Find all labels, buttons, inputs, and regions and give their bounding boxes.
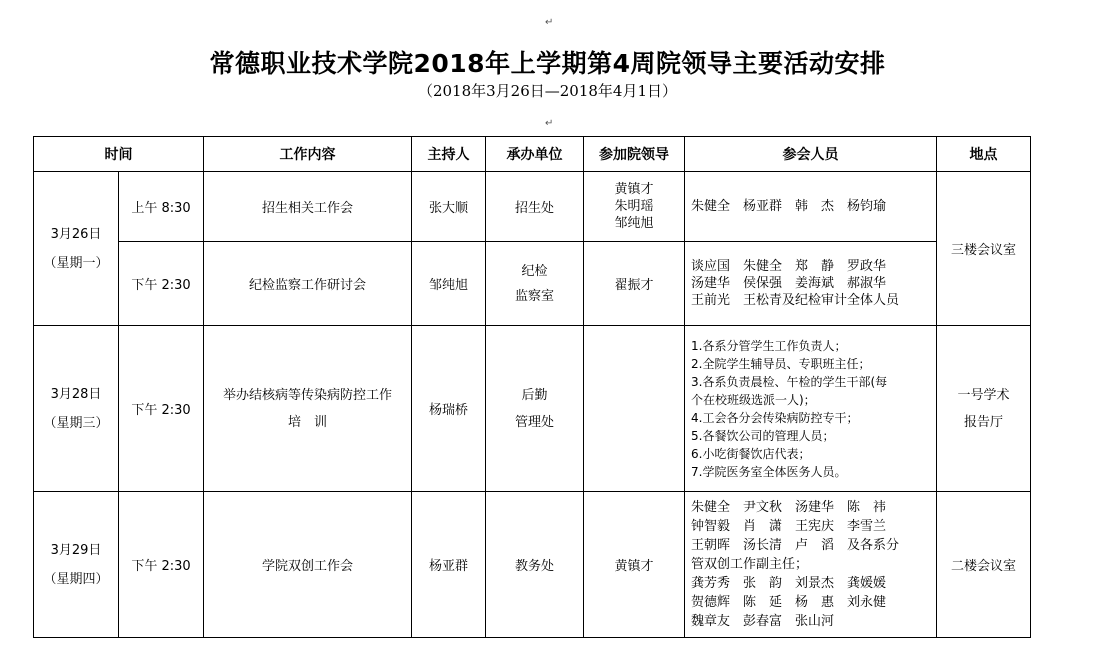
time-cell: 下午 2:30	[119, 326, 204, 492]
participant-line: 2.全院学生辅导员、专职班主任；	[691, 356, 871, 371]
date-text: 3月28日	[50, 386, 102, 402]
host-cell: 邹纯旭	[412, 242, 486, 326]
schedule-table	[33, 136, 1031, 638]
paragraph-mark: ↵	[545, 17, 554, 28]
content-cell: 学院双创工作会	[204, 492, 412, 638]
page-title: 常德职业技术学院2018年上学期第4周院领导主要活动安排	[209, 49, 886, 78]
participant-line: 个在校班级选派一人)；	[691, 392, 816, 407]
participant-line: 6.小吃街餐饮店代表；	[691, 446, 811, 461]
organizer-cell	[486, 492, 584, 638]
location-cell: 三楼会议室	[937, 172, 1031, 326]
participant-line: 王前光 王松青及纪检审计全体人员	[691, 293, 900, 308]
organizer-cell	[486, 326, 584, 492]
location-cell	[937, 326, 1031, 492]
participant-line: 朱健全 尹文秋 汤建华 陈 祎	[691, 500, 887, 515]
content-cell: 纪检监察工作研讨会	[204, 242, 412, 326]
date-text: 3月26日	[50, 226, 102, 242]
participant-line: 龚芳秀 张 韵 刘景杰 龚媛媛	[691, 576, 887, 591]
participant-line: 管双创工作副主任；	[691, 557, 809, 572]
organizer-line: 监察室	[514, 288, 554, 304]
participant-line: 3.各系负责晨检、午检的学生干部(每	[691, 374, 888, 389]
participants-cell	[685, 242, 937, 326]
participants-cell	[685, 172, 937, 242]
header-row	[34, 137, 1031, 172]
header-participants: 参会人员	[685, 137, 937, 172]
date-text: 3月29日	[50, 542, 102, 558]
organizer-cell	[486, 242, 584, 326]
table-row	[34, 492, 1031, 638]
content-line: 培 训	[287, 414, 327, 430]
leader-line: 黄镇才	[614, 182, 654, 197]
location-cell: 二楼会议室	[937, 492, 1031, 638]
leaders-cell	[584, 172, 685, 242]
participant-line: 1.各系分管学生工作负责人；	[691, 338, 847, 353]
time-cell: 上午 8:30	[119, 172, 204, 242]
participant-line: 王朝晖 汤长清 卢 滔 及各系分	[691, 538, 900, 553]
participant-line: 谈应国 朱健全 郑 静 罗政华	[691, 259, 887, 274]
organizer-line: 招生处	[514, 201, 554, 216]
participants-cell	[685, 492, 937, 638]
participants-cell	[685, 326, 937, 492]
header-time: 时间	[34, 137, 204, 172]
participant-line: 4.工会各分会传染病防控专干；	[691, 410, 859, 425]
location-line: 一号学术	[957, 387, 1010, 403]
date-cell	[34, 172, 119, 326]
content-cell	[204, 326, 412, 492]
header-host: 主持人	[412, 137, 486, 172]
organizer-cell	[486, 172, 584, 242]
leaders-cell	[584, 492, 685, 638]
date-cell	[34, 326, 119, 492]
weekday-text: （星期三）	[43, 415, 109, 431]
content-line: 举办结核病等传染病防控工作	[222, 387, 392, 403]
host-cell: 杨瑞桥	[412, 326, 486, 492]
organizer-line: 纪检	[521, 263, 548, 279]
content-cell: 招生相关工作会	[204, 172, 412, 242]
time-cell: 下午 2:30	[119, 242, 204, 326]
page-subtitle: （2018年3月26日—2018年4月1日）	[417, 82, 678, 100]
participant-line: 朱健全 杨亚群 韩 杰 杨钧瑜	[691, 199, 887, 214]
participant-line: 汤建华 侯保强 姜海斌 郝淑华	[691, 276, 887, 291]
time-cell: 下午 2:30	[119, 492, 204, 638]
weekday-text: （星期一）	[43, 255, 109, 271]
host-cell: 杨亚群	[412, 492, 486, 638]
participant-line: 5.各餐饮公司的管理人员；	[691, 428, 835, 443]
header-content: 工作内容	[204, 137, 412, 172]
location-line: 报告厅	[963, 414, 1003, 430]
table-row	[34, 172, 1031, 242]
header-organizer: 承办单位	[486, 137, 584, 172]
header-location: 地点	[937, 137, 1031, 172]
header-leaders: 参加院领导	[584, 137, 685, 172]
leader-line: 黄镇才	[614, 559, 654, 574]
organizer-line: 后勤	[521, 387, 548, 403]
table-row	[34, 326, 1031, 492]
weekday-text: （星期四）	[43, 571, 109, 587]
paragraph-mark: ↵	[545, 118, 554, 129]
host-cell: 张大顺	[412, 172, 486, 242]
leaders-cell	[584, 242, 685, 326]
date-cell	[34, 492, 119, 638]
leader-line: 翟振才	[614, 278, 654, 293]
leader-line: 朱明瑶	[614, 199, 654, 214]
leader-line: 邹纯旭	[614, 216, 654, 231]
participant-line: 7.学院医务室全体医务人员。	[691, 464, 847, 479]
participant-line: 魏章友 彭春富 张山河	[691, 614, 835, 629]
table-row	[34, 242, 1031, 326]
organizer-line: 管理处	[514, 414, 554, 430]
participant-line: 贺德辉 陈 延 杨 惠 刘永健	[691, 595, 887, 610]
organizer-line: 教务处	[514, 559, 554, 574]
leaders-cell	[584, 326, 685, 492]
participant-line: 钟智毅 肖 潇 王宪庆 李雪兰	[691, 519, 887, 534]
